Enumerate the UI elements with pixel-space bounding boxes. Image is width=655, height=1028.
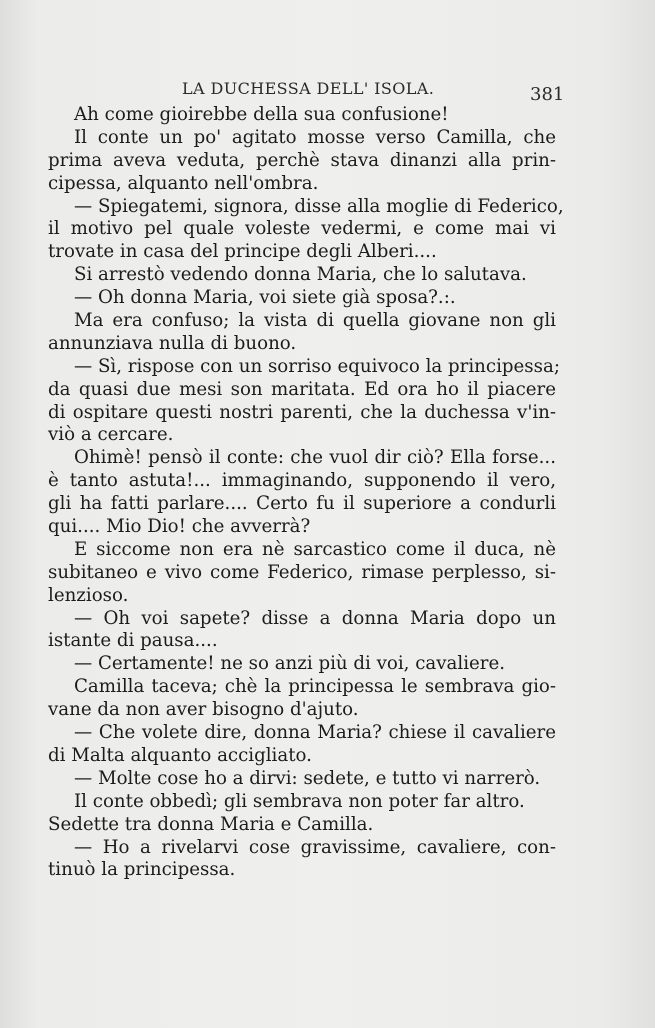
text-line: prima aveva veduta, perchè stava dinanzi alla prin- <box>48 149 556 171</box>
text-line: lenzioso. <box>48 584 129 606</box>
text-line: Ma era confuso; la vista di quella giovane non gli <box>74 310 556 332</box>
text-line: — Sì, rispose con un sorriso equivoco la principessa; <box>74 355 560 377</box>
text-line: tinuò la principessa. <box>48 859 236 881</box>
text-line: — Che volete dire, donna Maria? chiese il cavaliere <box>74 722 556 744</box>
text-line: trovate in casa del principe degli Alberi.... <box>48 241 437 263</box>
text-line: — Ho a rivelarvi cose gravissime, cavaliere, con- <box>74 836 556 858</box>
text-line: è tanto astuta!... immaginando, supponendo il vero, <box>48 470 556 492</box>
text-line: — Certamente! ne so anzi più di voi, cavaliere. <box>74 653 506 675</box>
text-line: di ospitare questi nostri parenti, che la duchessa v'in- <box>48 401 556 423</box>
text-line: — Molte cose ho a dirvi: sedete, e tutto vi narrerò. <box>74 767 541 789</box>
text-line: annunziava nulla di buono. <box>48 332 297 354</box>
text-line: Camilla taceva; chè la principessa le sembrava gio- <box>74 676 556 698</box>
text-line: cipessa, alquanto nell'ombra. <box>48 172 319 194</box>
text-line: il motivo pel quale voleste vedermi, e come mai vi <box>48 218 556 240</box>
text-line: viò a cercare. <box>48 424 174 446</box>
text-line: — Oh voi sapete? disse a donna Maria dopo un <box>74 607 556 629</box>
text-line: — Oh donna Maria, voi siete già sposa?.:. <box>74 287 456 309</box>
text-line: di Malta alquanto accigliato. <box>48 744 312 766</box>
page-number: 381 <box>530 84 565 105</box>
text-line: — Spiegatemi, signora, disse alla moglie di Federico, <box>74 195 564 217</box>
text-line: Si arrestò vedendo donna Maria, che lo salutava. <box>74 264 527 286</box>
text-line: istante di pausa.... <box>48 630 218 652</box>
body-text <box>48 104 564 882</box>
text-line: Il conte obbedì; gli sembrava non poter far altro. <box>74 790 525 812</box>
text-line: subitaneo e vivo come Federico, rimase perplesso, si- <box>48 561 556 583</box>
text-line: Ah come gioirebbe della sua confusione! <box>74 104 449 125</box>
text-line: E siccome non era nè sarcastico come il duca, nè <box>74 538 556 560</box>
text-line: qui.... Mio Dio! che avverrà? <box>48 516 311 538</box>
text-line: Ohimè! pensò il conte: che vuol dir ciò? Ella forse... <box>74 447 556 469</box>
text-line: da quasi due mesi son maritata. Ed ora ho il piacere <box>48 378 556 400</box>
text-line: Sedette tra donna Maria e Camilla. <box>48 813 374 835</box>
running-title: LA DUCHESSA DELL' ISOLA. <box>182 79 435 98</box>
text-line: gli ha fatti parlare.... Certo fu il superiore a condurli <box>48 493 556 515</box>
text-line: Il conte un po' agitato mosse verso Camilla, che <box>74 126 556 148</box>
text-line: vane da non aver bisogno d'ajuto. <box>48 699 359 721</box>
